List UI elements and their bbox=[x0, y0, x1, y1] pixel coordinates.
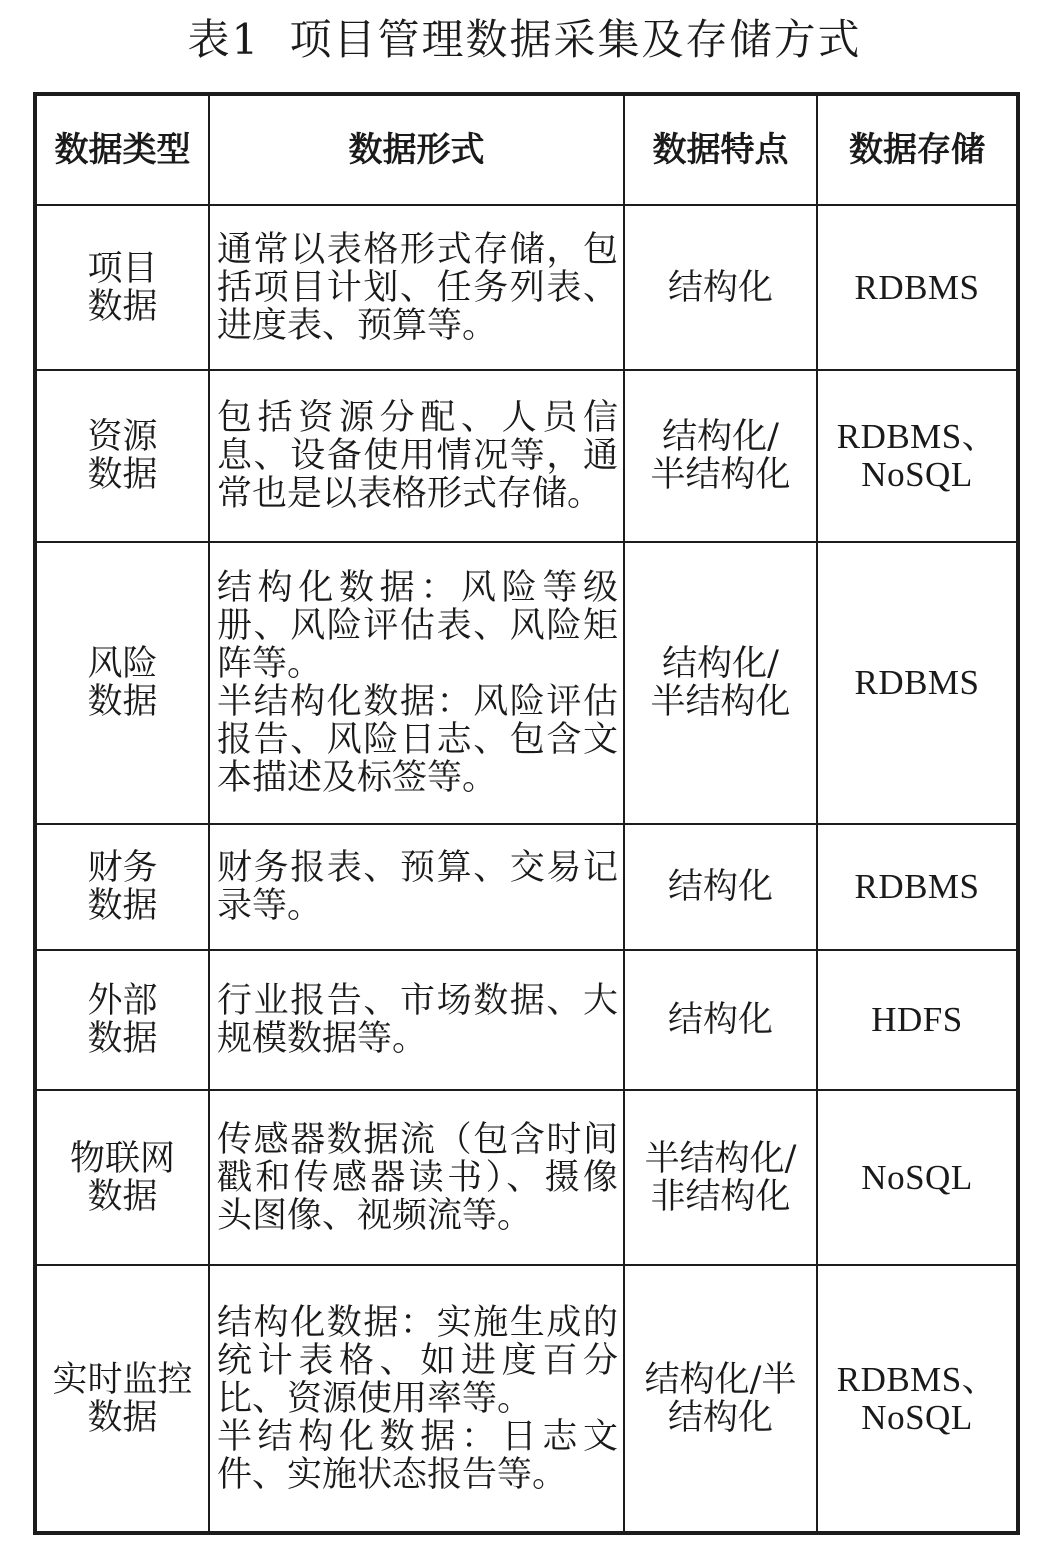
data-feature-cell: 结构化/半 结构化 bbox=[624, 1265, 817, 1533]
data-form-cell: 财务报表、预算、交易记录等。 bbox=[209, 824, 624, 950]
data-type-cell: 财务 数据 bbox=[35, 824, 209, 950]
table-header-row bbox=[35, 94, 1018, 205]
data-storage-cell: RDBMS bbox=[817, 205, 1018, 370]
data-storage-cell: HDFS bbox=[817, 950, 1018, 1090]
header-data-form: 数据形式 bbox=[209, 94, 624, 205]
header-data-type: 数据类型 bbox=[35, 94, 209, 205]
table-row bbox=[35, 205, 1018, 370]
table-row bbox=[35, 1090, 1018, 1265]
data-form-cell: 通常以表格形式存储，包括项目计划、任务列表、进度表、预算等。 bbox=[209, 205, 624, 370]
data-type-cell: 实时监控 数据 bbox=[35, 1265, 209, 1533]
data-type-cell: 资源 数据 bbox=[35, 370, 209, 542]
data-storage-cell: RDBMS bbox=[817, 542, 1018, 824]
data-feature-cell: 结构化 bbox=[624, 205, 817, 370]
data-feature-cell: 半结构化/ 非结构化 bbox=[624, 1090, 817, 1265]
data-storage-cell: NoSQL bbox=[817, 1090, 1018, 1265]
table-row bbox=[35, 542, 1018, 824]
table-row bbox=[35, 950, 1018, 1090]
data-type-cell: 物联网 数据 bbox=[35, 1090, 209, 1265]
data-form-cell: 结构化数据：实施生成的统计表格、如进度百分比、资源使用率等。 半结构化数据：日志文件、实施状态报告等。 bbox=[209, 1265, 624, 1533]
data-storage-cell: RDBMS、 NoSQL bbox=[817, 370, 1018, 542]
table-row bbox=[35, 1265, 1018, 1533]
data-form-cell: 行业报告、市场数据、大规模数据等。 bbox=[209, 950, 624, 1090]
table-title: 表1 项目管理数据采集及存储方式 bbox=[187, 15, 862, 64]
data-form-cell: 结构化数据：风险等级册、风险评估表、风险矩阵等。 半结构化数据：风险评估报告、风险日志、包含文本描述及标签等。 bbox=[209, 542, 624, 824]
table-row bbox=[35, 370, 1018, 542]
data-storage-cell: RDBMS bbox=[817, 824, 1018, 950]
data-feature-cell: 结构化/ 半结构化 bbox=[624, 370, 817, 542]
data-type-cell: 项目 数据 bbox=[35, 205, 209, 370]
data-feature-cell: 结构化 bbox=[624, 950, 817, 1090]
table-row bbox=[35, 824, 1018, 950]
data-form-cell: 包括资源分配、人员信息、设备使用情况等，通常也是以表格形式存储。 bbox=[209, 370, 624, 542]
data-storage-cell: RDBMS、 NoSQL bbox=[817, 1265, 1018, 1533]
data-collection-storage-table bbox=[33, 92, 1020, 1535]
data-feature-cell: 结构化/ 半结构化 bbox=[624, 542, 817, 824]
data-form-cell: 传感器数据流（包含时间戳和传感器读书）、摄像头图像、视频流等。 bbox=[209, 1090, 624, 1265]
header-data-storage: 数据存储 bbox=[817, 94, 1018, 205]
data-type-cell: 外部 数据 bbox=[35, 950, 209, 1090]
data-feature-cell: 结构化 bbox=[624, 824, 817, 950]
header-data-feature: 数据特点 bbox=[624, 94, 817, 205]
data-type-cell: 风险 数据 bbox=[35, 542, 209, 824]
